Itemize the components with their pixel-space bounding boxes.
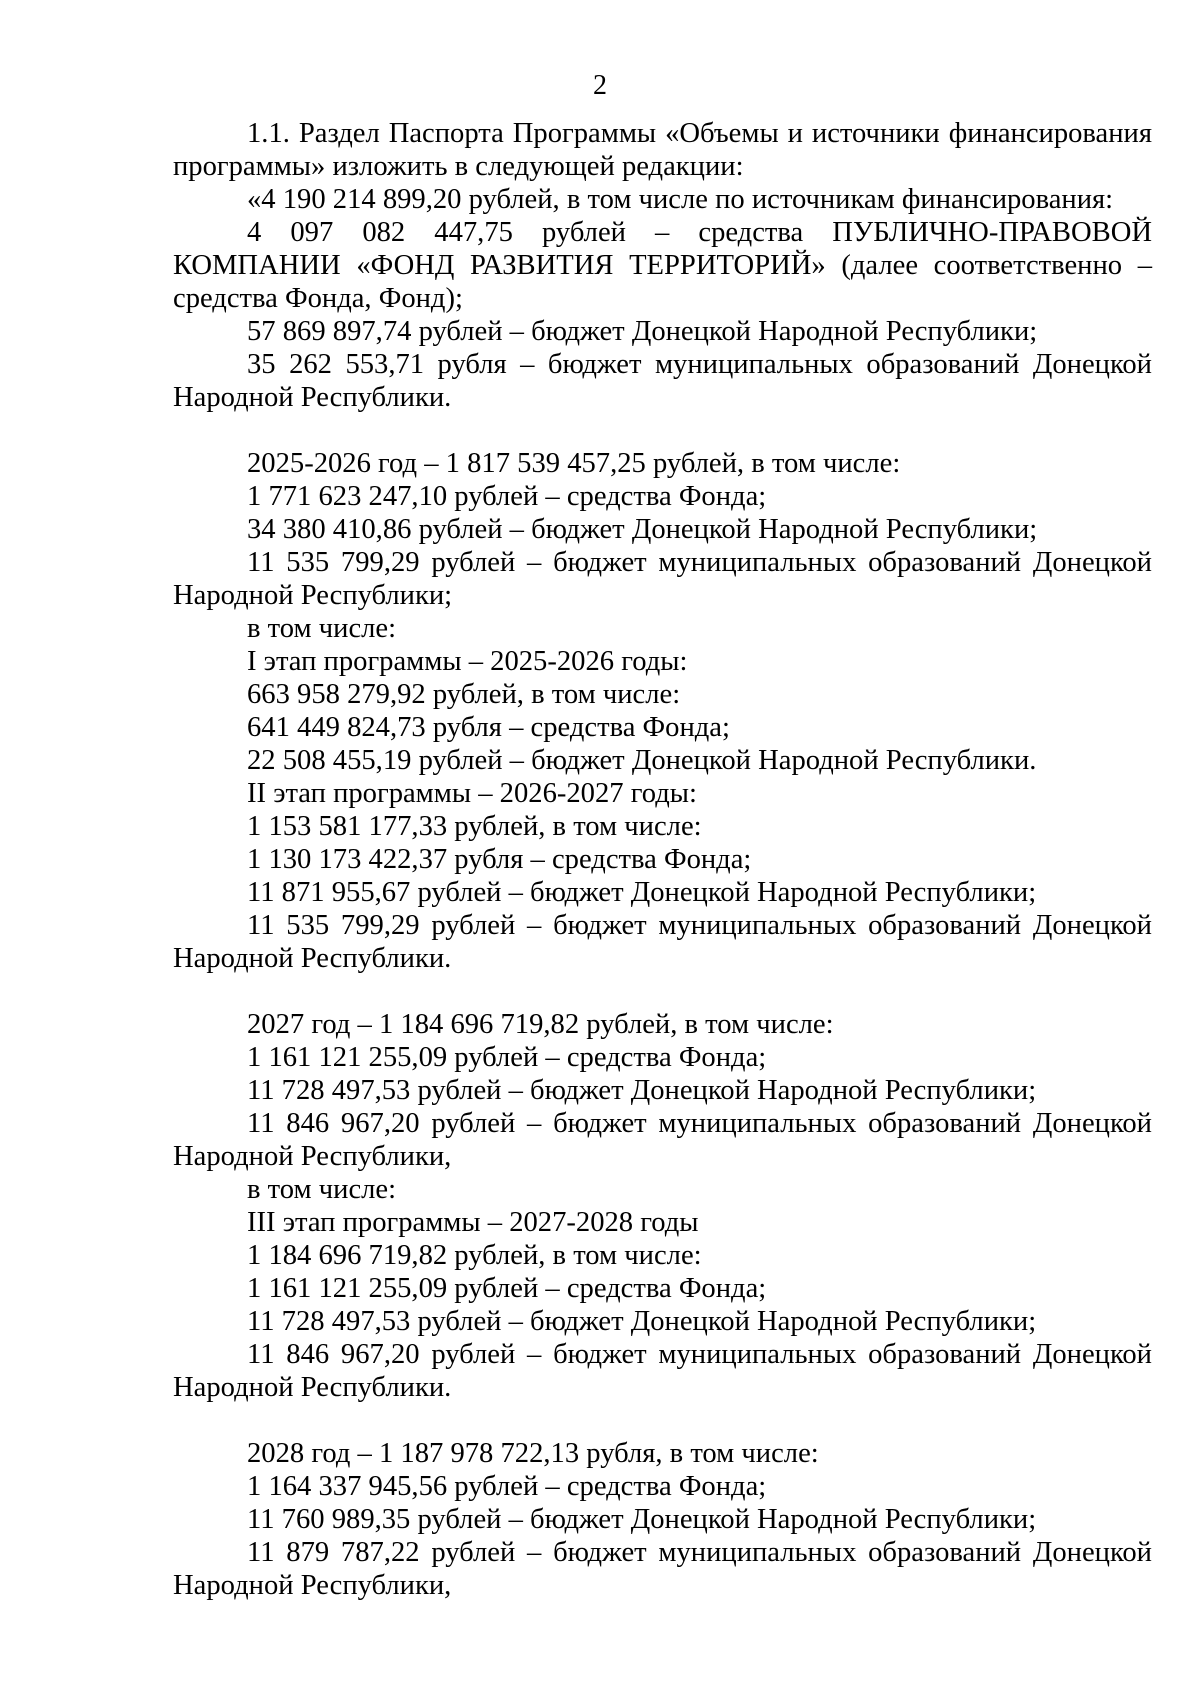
paragraph: 11 760 989,35 рублей – бюджет Донецкой Народной Республики; bbox=[247, 1504, 1037, 1535]
paragraph: 4 097 082 447,75 рублей – средства ПУБЛИЧНО-ПРАВОВОЙ КОМПАНИИ «ФОНД РАЗВИТИЯ ТЕРРИТОРИЙ» (далее соответственно – средства Фонда, Фонд); bbox=[173, 217, 1152, 314]
paragraph: 1 153 581 177,33 рублей, в том числе: bbox=[247, 811, 702, 842]
paragraph: 11 871 955,67 рублей – бюджет Донецкой Народной Республики; bbox=[247, 877, 1037, 908]
paragraph: 1 161 121 255,09 рублей – средства Фонда; bbox=[247, 1042, 767, 1073]
paragraph: 22 508 455,19 рублей – бюджет Донецкой Народной Республики. bbox=[247, 745, 1037, 776]
paragraph: 641 449 824,73 рубля – средства Фонда; bbox=[247, 712, 730, 743]
paragraph: 11 846 967,20 рублей – бюджет муниципальных образований Донецкой Народной Республики. bbox=[173, 1339, 1152, 1403]
paragraph: II этап программы – 2026-2027 годы: bbox=[247, 778, 697, 809]
paragraph: в том числе: bbox=[247, 1174, 397, 1205]
paragraph-spacer bbox=[173, 1404, 1152, 1437]
paragraph: 11 535 799,29 рублей – бюджет муниципальных образований Донецкой Народной Республики; bbox=[173, 547, 1152, 611]
paragraph: 11 535 799,29 рублей – бюджет муниципальных образований Донецкой Народной Республики. bbox=[173, 910, 1152, 974]
paragraph: III этап программы – 2027-2028 годы bbox=[247, 1207, 699, 1238]
paragraph: 663 958 279,92 рублей, в том числе: bbox=[247, 679, 681, 710]
paragraph: 2025-2026 год – 1 817 539 457,25 рублей, в том числе: bbox=[247, 448, 901, 479]
paragraph: 11 728 497,53 рублей – бюджет Донецкой Народной Республики; bbox=[247, 1075, 1037, 1106]
paragraph: 57 869 897,74 рублей – бюджет Донецкой Народной Республики; bbox=[247, 316, 1038, 347]
paragraph: 11 879 787,22 рублей – бюджет муниципальных образований Донецкой Народной Республики, bbox=[173, 1537, 1152, 1601]
paragraph-spacer bbox=[173, 414, 1152, 447]
paragraph: 1 184 696 719,82 рублей, в том числе: bbox=[247, 1240, 702, 1271]
paragraph: 35 262 553,71 рубля – бюджет муниципальных образований Донецкой Народной Республики. bbox=[173, 349, 1152, 413]
paragraph: в том числе: bbox=[247, 613, 397, 644]
paragraph: 2028 год – 1 187 978 722,13 рубля, в том числе: bbox=[247, 1438, 819, 1469]
paragraph-spacer bbox=[173, 975, 1152, 1008]
page-number: 2 bbox=[593, 70, 607, 101]
paragraph: 1 161 121 255,09 рублей – средства Фонда; bbox=[247, 1273, 767, 1304]
paragraph: 11 846 967,20 рублей – бюджет муниципальных образований Донецкой Народной Республики, bbox=[173, 1108, 1152, 1172]
paragraph: 1.1. Раздел Паспорта Программы «Объемы и источники финансирования программы» изложить в следующей редакции: bbox=[173, 118, 1152, 182]
paragraph: I этап программы – 2025-2026 годы: bbox=[247, 646, 688, 677]
paragraph: 11 728 497,53 рублей – бюджет Донецкой Народной Республики; bbox=[247, 1306, 1037, 1337]
paragraph: 2027 год – 1 184 696 719,82 рублей, в том числе: bbox=[247, 1009, 834, 1040]
paragraph: 34 380 410,86 рублей – бюджет Донецкой Народной Республики; bbox=[247, 514, 1038, 545]
paragraph: 1 130 173 422,37 рубля – средства Фонда; bbox=[247, 844, 752, 875]
paragraph: 1 771 623 247,10 рублей – средства Фонда; bbox=[247, 481, 767, 512]
paragraph: 1 164 337 945,56 рублей – средства Фонда; bbox=[247, 1471, 767, 1502]
document-body bbox=[173, 117, 1152, 1602]
paragraph: «4 190 214 899,20 рублей, в том числе по источникам финансирования: bbox=[247, 184, 1114, 215]
